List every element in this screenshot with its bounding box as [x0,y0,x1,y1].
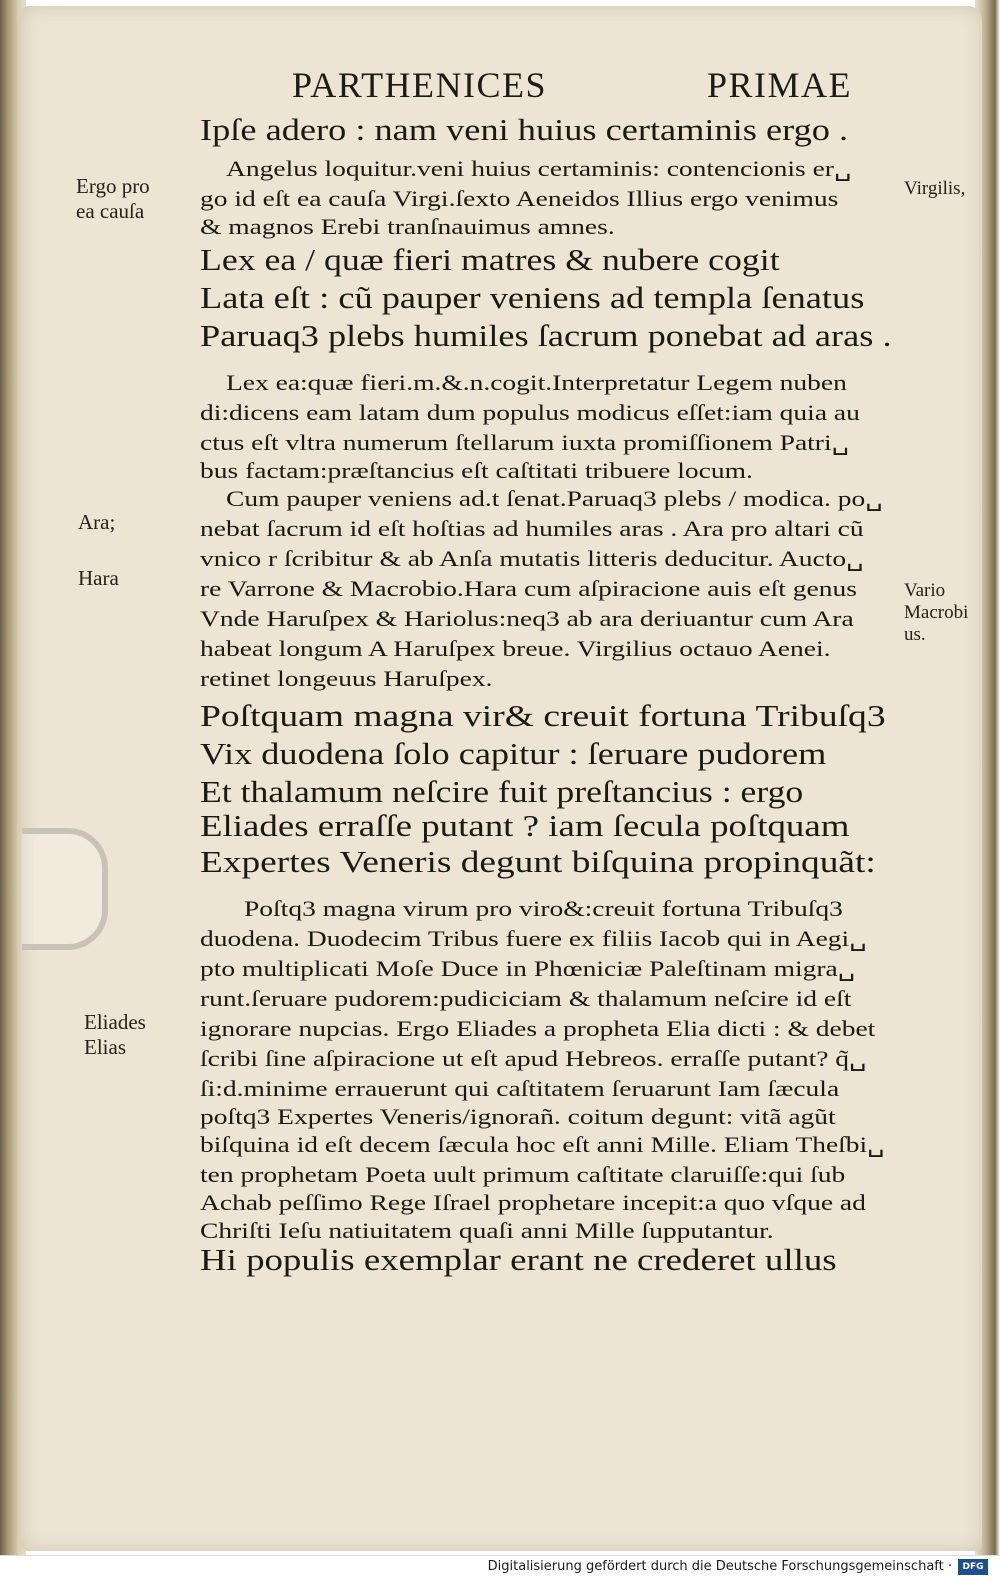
margin-note-left: Hara [78,566,119,590]
commentary-line: vnico r ſcribitur & ab Anſa mutatis litteris deducitur. Aucto␣ [200,546,864,571]
verse-line: Paruaq3 plebs humiles ſacrum ponebat ad aras . [200,318,892,353]
page-clip [22,828,108,950]
running-head-left: PARTHENICES [292,65,548,105]
footer-bar [0,1555,1000,1580]
commentary-line: duodena. Duodecim Tribus fuere ex filiis Iacob qui in Aegi␣ [200,926,867,951]
verse-line: Eliades erraſſe putant ? iam ſecula poſtquam [200,808,850,843]
commentary-line: runt.ſeruare pudorem:pudiciciam & thalamum neſcire id eſt [200,986,852,1011]
verse-line: Poſtquam magna vir& creuit fortuna Tribuſq3 [200,698,886,733]
verse-line: Hi populis exemplar erant ne crederet ullus [200,1242,837,1277]
commentary-line: ctus eſt vltra numerum ſtellarum iuxta promiſſionem Patri␣ [200,430,850,455]
verse-line: Lex ea / quæ fieri matres & nubere cogit [200,242,780,277]
dfg-logo: DFG [958,1559,988,1575]
commentary-line: ten prophetam Poeta uult primum caſtitate claruiſſe:qui ſub [200,1162,846,1187]
commentary-line: & magnos Erebi tranſnauimus amnes. [200,214,615,239]
commentary-line: go id eſt ea cauſa Virgi.ſexto Aeneidos Illius ergo venimus [200,186,839,211]
margin-note-right: Virgilis, [904,178,966,199]
commentary-line: bus factam:præſtancius eſt caſtitati tribuere locum. [200,458,753,483]
running-head-right: PRIMAE [706,65,852,105]
verse-line: Expertes Veneris degunt biſquina propinquãt: [200,844,876,879]
commentary-line: pto multiplicati Moſe Duce in Phœniciæ Paleſtinam migra␣ [200,956,856,981]
commentary-line: nebat ſacrum id eſt hoſtias ad humiles aras . Ara pro altari cũ [200,516,864,541]
commentary-line: ſi:d.minime errauerunt qui caſtitatem ſeruarunt Iam ſæcula [200,1076,840,1101]
commentary-line: ſcribi ſine aſpiracione ut eſt apud Hebreos. erraſſe putant? q̃␣ [200,1046,867,1071]
margin-note-left: Ergo pro ea cauſa [76,174,150,223]
verse-line: Lata eſt : cũ pauper veniens ad templa ſenatus [200,280,865,315]
commentary-line: poſtq3 Expertes Veneris/ignorañ. coitum degunt: vitã agũt [200,1104,836,1129]
margin-note-left: Ara; [78,510,116,534]
commentary-line: Vnde Haruſpex & Hariolus:neq3 ab ara deriuantur cum Ara [200,606,854,631]
commentary-line: retinet longeuus Haruſpex. [200,666,493,691]
commentary-line: Angelus loquitur.veni huius certaminis: contencionis er␣ [226,156,852,181]
commentary-line: ignorare nupcias. Ergo Eliades a propheta Elia dicti : & debet [200,1016,876,1041]
commentary-line: Achab peſſimo Rege Iſrael prophetare incepit:a quo vſque ad [200,1190,866,1215]
verse-line: Et thalamum neſcire fuit preſtancius : ergo [200,774,804,809]
book-page [22,6,982,1551]
footer-credit: Digitalisierung gefördert durch die Deutsche Forschungsgemeinschaft · [487,1559,952,1574]
commentary-line: biſquina id eſt decem ſæcula hoc eſt anni Mille. Eliam Theſbi␣ [200,1132,885,1157]
verse-line: Vix duodena ſolo capitur : ſeruare pudorem [200,736,827,771]
margin-note-right: Vario Macrobi us. [904,580,969,645]
commentary-line: Poſtq3 magna virum pro viro&:creuit fortuna Tribuſq3 [244,896,843,921]
commentary-line: re Varrone & Macrobio.Hara cum aſpiracione auis eſt genus [200,576,857,601]
commentary-line: Chriſti Ieſu natiuitatem quaſi anni Mille ſupputantur. [200,1218,774,1243]
commentary-line: Lex ea:quæ fieri.m.&.n.cogit.Interpretatur Legem nuben [226,370,847,395]
running-head [292,62,852,108]
commentary-line: habeat longum A Haruſpex breue. Virgilius octauo Aenei. [200,636,831,661]
margin-note-left: Eliades Elias [84,1010,146,1059]
commentary-line: Cum pauper veniens ad.t ſenat.Paruaq3 plebs / modica. po␣ [226,486,883,511]
verse-line: Ipſe adero : nam veni huius certaminis ergo . [200,112,849,147]
commentary-line: di:dicens eam latam dum populus modicus eſſet:iam quia au [200,400,860,425]
